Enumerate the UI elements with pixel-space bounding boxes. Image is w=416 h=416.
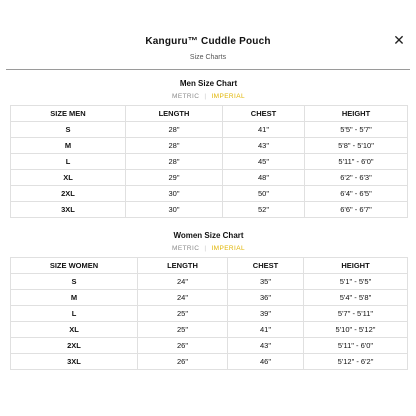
size-cell: L: [11, 154, 126, 170]
size-cell: M: [11, 290, 138, 306]
table-row: [11, 338, 408, 354]
modal-header: [0, 0, 416, 70]
chest-cell: 43": [223, 138, 305, 154]
women-size-table: [10, 257, 408, 370]
chest-cell: 36": [228, 290, 304, 306]
height-cell: 5'8" - 5'10": [305, 138, 408, 154]
size-cell: L: [11, 306, 138, 322]
women-chart-title: Women Size Chart: [173, 231, 244, 240]
length-cell: 26": [138, 338, 228, 354]
length-cell: 28": [126, 122, 223, 138]
close-icon[interactable]: ✕: [393, 32, 405, 48]
column-header-length: LENGTH: [138, 258, 228, 274]
table-row: [11, 202, 408, 218]
chest-cell: 39": [228, 306, 304, 322]
size-cell: XL: [11, 170, 126, 186]
table-row: [11, 122, 408, 138]
table-row: [11, 186, 408, 202]
size-cell: XL: [11, 322, 138, 338]
length-cell: 28": [126, 154, 223, 170]
men-size-table: [10, 105, 408, 218]
column-header-size: SIZE WOMEN: [11, 258, 138, 274]
length-cell: 30": [126, 202, 223, 218]
chest-cell: 52": [223, 202, 305, 218]
men-chart-title: Men Size Chart: [179, 79, 238, 88]
women-size-chart-section: [10, 230, 407, 370]
length-cell: 24": [138, 290, 228, 306]
height-cell: 6'4" - 6'5": [305, 186, 408, 202]
length-cell: 29": [126, 170, 223, 186]
table-row: [11, 170, 408, 186]
column-header-chest: CHEST: [228, 258, 304, 274]
men-unit-toggle: [10, 91, 407, 103]
length-cell: 25": [138, 322, 228, 338]
women-imperial-toggle[interactable]: IMPERIAL: [211, 245, 245, 252]
height-cell: 5'1" - 5'5": [304, 274, 408, 290]
length-cell: 24": [138, 274, 228, 290]
unit-separator: |: [204, 93, 207, 100]
height-cell: 5'4" - 5'8": [304, 290, 408, 306]
size-cell: 2XL: [11, 186, 126, 202]
size-cell: 3XL: [11, 202, 126, 218]
length-cell: 30": [126, 186, 223, 202]
table-row: [11, 138, 408, 154]
table-header-row: [11, 258, 408, 274]
height-cell: 6'2" - 6'3": [305, 170, 408, 186]
chest-cell: 48": [223, 170, 305, 186]
length-cell: 26": [138, 354, 228, 370]
size-cell: S: [11, 274, 138, 290]
chest-cell: 41": [228, 322, 304, 338]
men-size-chart-section: [10, 78, 407, 218]
height-cell: 5'7" - 5'11": [304, 306, 408, 322]
men-metric-toggle[interactable]: METRIC: [172, 93, 200, 100]
column-header-height: HEIGHT: [304, 258, 408, 274]
chest-cell: 35": [228, 274, 304, 290]
unit-separator: |: [204, 245, 207, 252]
table-row: [11, 322, 408, 338]
chest-cell: 43": [228, 338, 304, 354]
table-row: [11, 306, 408, 322]
table-row: [11, 274, 408, 290]
height-cell: 5'5" - 5'7": [305, 122, 408, 138]
table-row: [11, 154, 408, 170]
height-cell: 5'12" - 6'2": [304, 354, 408, 370]
modal-title: Kanguru™ Cuddle Pouch: [145, 36, 271, 47]
table-header-row: [11, 106, 408, 122]
column-header-height: HEIGHT: [305, 106, 408, 122]
chest-cell: 46": [228, 354, 304, 370]
header-divider: [6, 69, 410, 70]
table-row: [11, 354, 408, 370]
chest-cell: 50": [223, 186, 305, 202]
size-cell: M: [11, 138, 126, 154]
men-imperial-toggle[interactable]: IMPERIAL: [211, 93, 245, 100]
height-cell: 5'11" - 6'0": [305, 154, 408, 170]
chest-cell: 45": [223, 154, 305, 170]
height-cell: 6'6" - 6'7": [305, 202, 408, 218]
column-header-length: LENGTH: [126, 106, 223, 122]
table-row: [11, 290, 408, 306]
height-cell: 5'10" - 5'12": [304, 322, 408, 338]
length-cell: 28": [126, 138, 223, 154]
length-cell: 25": [138, 306, 228, 322]
column-header-size: SIZE MEN: [11, 106, 126, 122]
column-header-chest: CHEST: [223, 106, 305, 122]
size-cell: 3XL: [11, 354, 138, 370]
size-cell: S: [11, 122, 126, 138]
women-metric-toggle[interactable]: METRIC: [172, 245, 200, 252]
women-unit-toggle: [10, 243, 407, 255]
height-cell: 5'11" - 6'0": [304, 338, 408, 354]
modal-subtitle: Size Charts: [189, 54, 227, 61]
chest-cell: 41": [223, 122, 305, 138]
size-cell: 2XL: [11, 338, 138, 354]
